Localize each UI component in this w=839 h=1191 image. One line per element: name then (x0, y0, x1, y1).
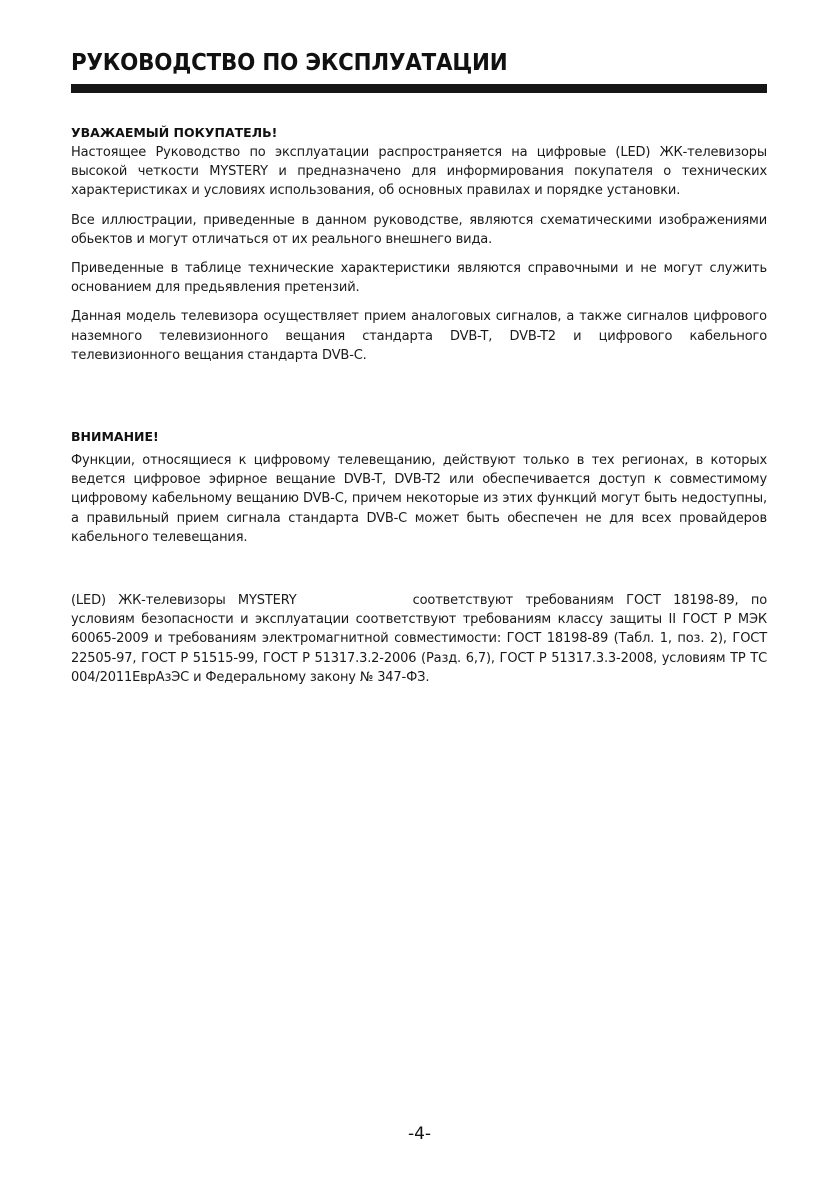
compliance-text-start: (LED) ЖК-телевизоры MYSTERY (71, 593, 297, 608)
intro-paragraph-4: Данная модель телевизора осуществляет прием аналоговых сигналов, а также сигналов цифрового наземного телевизионного вещания стандарта DVB-T, DVB-T2 и цифрового кабельного телевизионного вещания стандарта DVB-C. (71, 309, 767, 363)
warning-paragraph: Функции, относящиеся к цифровому телевещанию, действуют только в тех регионах, в которых ведется цифровое эфирное вещание DVB-T, DVB-T2 или обеспечивается доступ к совместимому цифровому кабельному вещанию DVB-C, причем некоторые из этих функций могут быть недоступны, а правильный прием сигнала стандарта DVB-C может быть обеспечен не для всех провайдеров кабельного телевещания. (71, 453, 767, 545)
compliance-text-rest: соответствуют требованиям ГОСТ 18198-89, по условиям безопасности и эксплуатации соответствуют требованиям классу защиты II ГОСТ Р МЭК 60065-2009 и требованиям электромагнитной совместимости: ГОСТ 18198-89 (Табл. 1, поз. 2), ГОСТ 22505-97, ГОСТ Р 51515-99, ГОСТ Р 51317.3.2-2006 (Разд. 6,7), ГОСТ Р 51317.3.3-2008, условиям ТР ТС 004/2011ЕврАзЭС и Федеральному закону № 347-ФЗ. (71, 593, 767, 685)
warning-heading: ВНИМАНИЕ! (71, 429, 159, 444)
compliance-paragraph (71, 591, 767, 687)
compliance-section (71, 591, 767, 687)
page-number: -4- (407, 1124, 432, 1144)
intro-heading: УВАЖАЕМЫЙ ПОКУПАТЕЛЬ! (71, 125, 278, 140)
intro-section (71, 123, 767, 365)
intro-paragraph-1: Настоящее Руководство по эксплуатации распространяется на цифровые (LED) ЖК-телевизоры высокой четкости MYSTERY и предназначено для информирования покупателя о технических характеристиках и условиях использования, об основных правилах и порядке установки. (71, 145, 767, 199)
page-title: РУКОВОДСТВО ПО ЭКСПЛУАТАЦИИ (71, 50, 508, 76)
title-rule (71, 84, 767, 93)
intro-paragraph-2: Все иллюстрации, приведенные в данном руководстве, являются схематическими изображениями обьектов и могут отличаться от их реального внешнего вида. (71, 212, 767, 247)
warning-section (71, 427, 767, 547)
intro-paragraph-3: Приведенные в таблице технические характеристики являются справочными и не могут служить основанием для предьявления претензий. (71, 261, 767, 296)
